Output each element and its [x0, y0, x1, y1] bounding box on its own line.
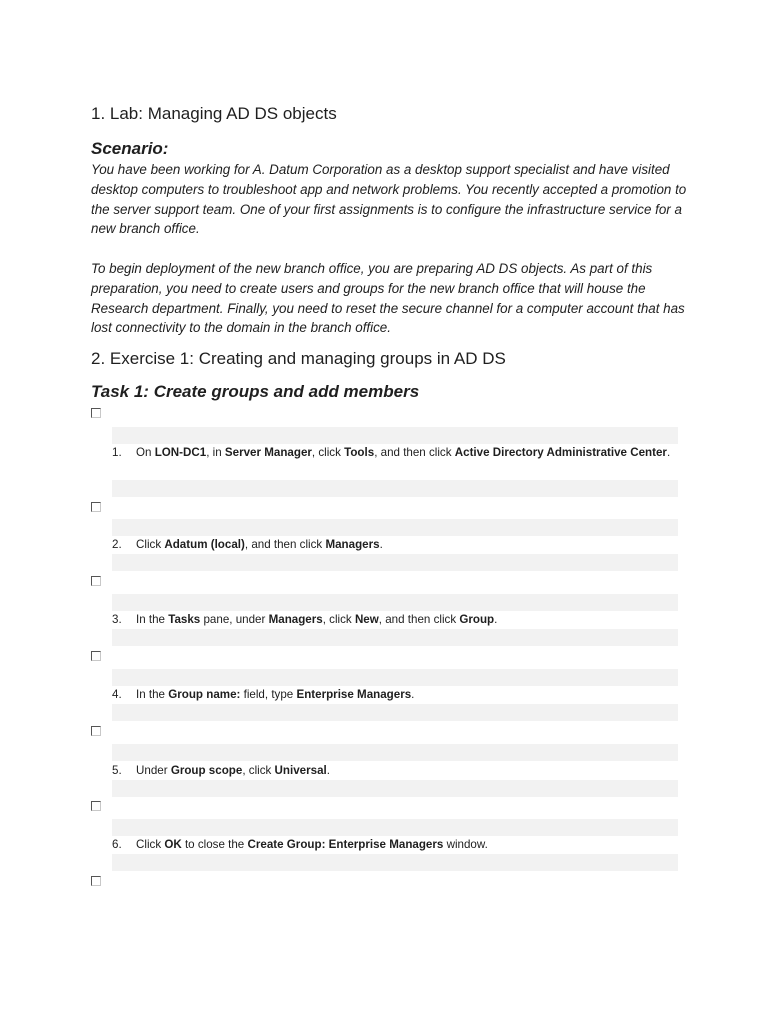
step-band-bottom — [112, 780, 678, 797]
step-2 — [112, 536, 678, 553]
step-band-top — [112, 594, 678, 611]
step-number: 6. — [112, 838, 122, 851]
step-number: 3. — [112, 613, 122, 626]
step-text: In the Tasks pane, under Managers, click New, and then click Group. — [136, 613, 498, 626]
step-number: 5. — [112, 764, 122, 777]
step-text: On LON-DC1, in Server Manager, click Tools, and then click Active Directory Administrative Center. — [136, 446, 671, 459]
step-band-top — [112, 744, 678, 761]
step-checkbox-2[interactable] — [91, 502, 101, 512]
exercise-heading: 2. Exercise 1: Creating and managing groups in AD DS — [91, 349, 506, 368]
step-number: 1. — [112, 446, 122, 459]
step-text: Click Adatum (local), and then click Managers. — [136, 538, 383, 551]
step-band-bottom — [112, 629, 678, 646]
task-heading — [91, 382, 419, 402]
lab-heading: 1. Lab: Managing AD DS objects — [91, 104, 337, 123]
step-4 — [112, 686, 678, 703]
step-band-bottom — [112, 480, 678, 497]
step-band-bottom — [112, 554, 678, 571]
step-checkbox-4[interactable] — [91, 651, 101, 661]
step-checkbox-7[interactable] — [91, 876, 101, 886]
step-band-bottom — [112, 704, 678, 721]
step-text: In the Group name: field, type Enterprise Managers. — [136, 688, 415, 701]
step-checkbox-6[interactable] — [91, 801, 101, 811]
step-1 — [112, 444, 678, 461]
step-text: Click OK to close the Create Group: Enterprise Managers window. — [136, 838, 488, 851]
step-band-top — [112, 427, 678, 444]
step-5 — [112, 762, 678, 779]
step-text: Under Group scope, click Universal. — [136, 764, 330, 777]
step-6 — [112, 836, 678, 853]
step-checkbox-1[interactable] — [91, 408, 101, 418]
step-number: 2. — [112, 538, 122, 551]
step-band-bottom — [112, 854, 678, 871]
step-checkbox-5[interactable] — [91, 726, 101, 736]
task-title: Create groups and add members — [148, 382, 420, 401]
step-band-top — [112, 519, 678, 536]
step-checkbox-3[interactable] — [91, 576, 101, 586]
scenario-paragraph-2: To begin deployment of the new branch office, you are preparing AD DS objects. As part of this preparation, you need to create users and groups for the new branch office that will house the Research department. Finally, you need to reset the secure channel for a computer account that has lost connectivity to the domain in the branch office. — [91, 261, 685, 336]
step-band-top — [112, 669, 678, 686]
step-number: 4. — [112, 688, 122, 701]
task-label: Task 1: — [91, 382, 149, 401]
scenario-paragraph-1: You have been working for A. Datum Corporation as a desktop support specialist and have visited desktop computers to troubleshoot app and network problems. You recently accepted a promotion to the server support team. One of your first assignments is to configure the infrastructure service for a new branch office. — [91, 162, 687, 237]
step-band-top — [112, 819, 678, 836]
scenario-heading: Scenario: — [91, 139, 169, 158]
step-3 — [112, 611, 678, 628]
